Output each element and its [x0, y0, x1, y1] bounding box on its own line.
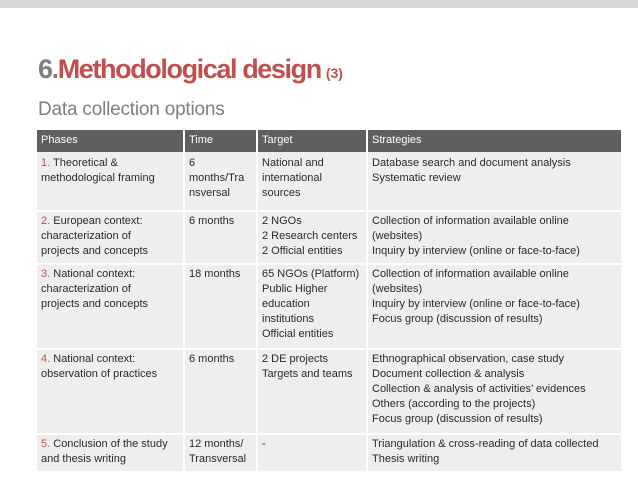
strategy-line: Thesis writing — [372, 453, 440, 465]
target-line: 2 Official entities — [262, 245, 343, 257]
time-line: 6 months — [189, 353, 235, 365]
table-row — [36, 349, 622, 434]
time-line: nsversal — [189, 187, 230, 199]
phase-cell — [36, 349, 184, 434]
target-line: sources — [262, 187, 301, 199]
strategy-line: Focus group (discussion of results) — [372, 313, 543, 325]
target-line: - — [262, 438, 266, 450]
table-row — [36, 152, 622, 211]
phase-number: 2. — [41, 215, 51, 227]
table-row — [36, 211, 622, 264]
target-line: education — [262, 298, 310, 310]
top-bar — [0, 0, 638, 8]
time-line: 18 months — [189, 268, 241, 280]
strategy-line: Systematic review — [372, 172, 461, 184]
strategy-line: Collection & analysis of activities’ evidences — [372, 383, 586, 395]
target-cell — [257, 211, 367, 264]
phase-line — [41, 437, 179, 452]
strategy-line: Database search and document analysis — [372, 157, 571, 169]
strategy-line: Ethnographical observation, case study — [372, 353, 565, 365]
data-collection-table — [35, 130, 623, 473]
time-cell — [184, 152, 257, 211]
phase-line: observation of practices — [41, 368, 158, 380]
strategy-cell — [367, 434, 622, 472]
time-line: Transversal — [189, 453, 247, 465]
phase-number: 3. — [41, 268, 51, 280]
time-cell — [184, 434, 257, 472]
header-phases: Phases — [36, 130, 184, 152]
table-row — [36, 434, 622, 472]
phase-line — [41, 267, 179, 282]
strategy-line: Inquiry by interview (online or face-to-face) — [372, 298, 580, 310]
strategy-line: Collection of information available online — [372, 268, 569, 280]
strategy-line: Others (according to the projects) — [372, 398, 536, 410]
slide-subtitle: Data collection options — [38, 99, 225, 120]
time-line: 12 months/ — [189, 438, 244, 450]
strategy-cell — [367, 264, 622, 349]
phase-cell — [36, 264, 184, 349]
phase-line — [41, 352, 179, 367]
phase-number: 4. — [41, 353, 51, 365]
phase-cell — [36, 434, 184, 472]
strategy-cell — [367, 211, 622, 264]
phase-text: National context: — [50, 268, 136, 280]
target-cell — [257, 349, 367, 434]
time-line: 6 months — [189, 215, 235, 227]
time-cell — [184, 349, 257, 434]
target-line: 2 NGOs — [262, 215, 302, 227]
time-line: months/Tra — [189, 172, 245, 184]
strategy-line: Inquiry by interview (online or face-to-face) — [372, 245, 580, 257]
header-strategies: Strategies — [367, 130, 622, 152]
slide-title — [38, 56, 343, 83]
target-line: 65 NGOs (Platform) — [262, 268, 360, 280]
target-cell — [257, 152, 367, 211]
phase-number: 5. — [41, 438, 51, 450]
phase-line: characterization of — [41, 283, 131, 295]
phase-number: 1. — [41, 157, 51, 169]
target-cell — [257, 434, 367, 472]
phase-text: European context: — [50, 215, 143, 227]
target-line: National and — [262, 157, 324, 169]
header-target: Target — [257, 130, 367, 152]
time-cell — [184, 211, 257, 264]
target-line: Official entities — [262, 328, 334, 340]
header-time: Time — [184, 130, 257, 152]
target-line: international — [262, 172, 322, 184]
time-line: 6 — [189, 157, 196, 169]
phase-cell — [36, 211, 184, 264]
target-line: 2 Research centers — [262, 230, 358, 242]
strategy-cell — [367, 152, 622, 211]
strategy-cell — [367, 349, 622, 434]
strategy-line: Triangulation & cross-reading of data collected — [372, 438, 599, 450]
table-header-row — [36, 130, 622, 152]
table-row — [36, 264, 622, 349]
title-sub: (3) — [325, 65, 343, 81]
title-main: Methodological design — [57, 54, 321, 84]
title-number: 6. — [38, 54, 58, 84]
time-cell — [184, 264, 257, 349]
phase-line: and thesis writing — [41, 453, 126, 465]
target-cell — [257, 264, 367, 349]
phase-line: characterization of — [41, 230, 131, 242]
strategy-line: Focus group (discussion of results) — [372, 413, 543, 425]
phase-line — [41, 214, 179, 229]
target-line: Targets and teams — [262, 368, 353, 380]
phase-line: projects and concepts — [41, 245, 149, 257]
phase-line: projects and concepts — [41, 298, 149, 310]
phase-text: National context: — [50, 353, 136, 365]
phase-text: Theoretical & — [50, 157, 118, 169]
target-line: Public Higher — [262, 283, 328, 295]
strategy-line: Collection of information available online — [372, 215, 569, 227]
target-line: institutions — [262, 313, 314, 325]
strategy-line: (websites) — [372, 230, 423, 242]
phase-cell — [36, 152, 184, 211]
strategy-line: Document collection & analysis — [372, 368, 525, 380]
phase-text: Conclusion of the study — [50, 438, 168, 450]
phase-line — [41, 156, 179, 171]
target-line: 2 DE projects — [262, 353, 329, 365]
strategy-line: (websites) — [372, 283, 423, 295]
phase-line: methodological framing — [41, 172, 155, 184]
